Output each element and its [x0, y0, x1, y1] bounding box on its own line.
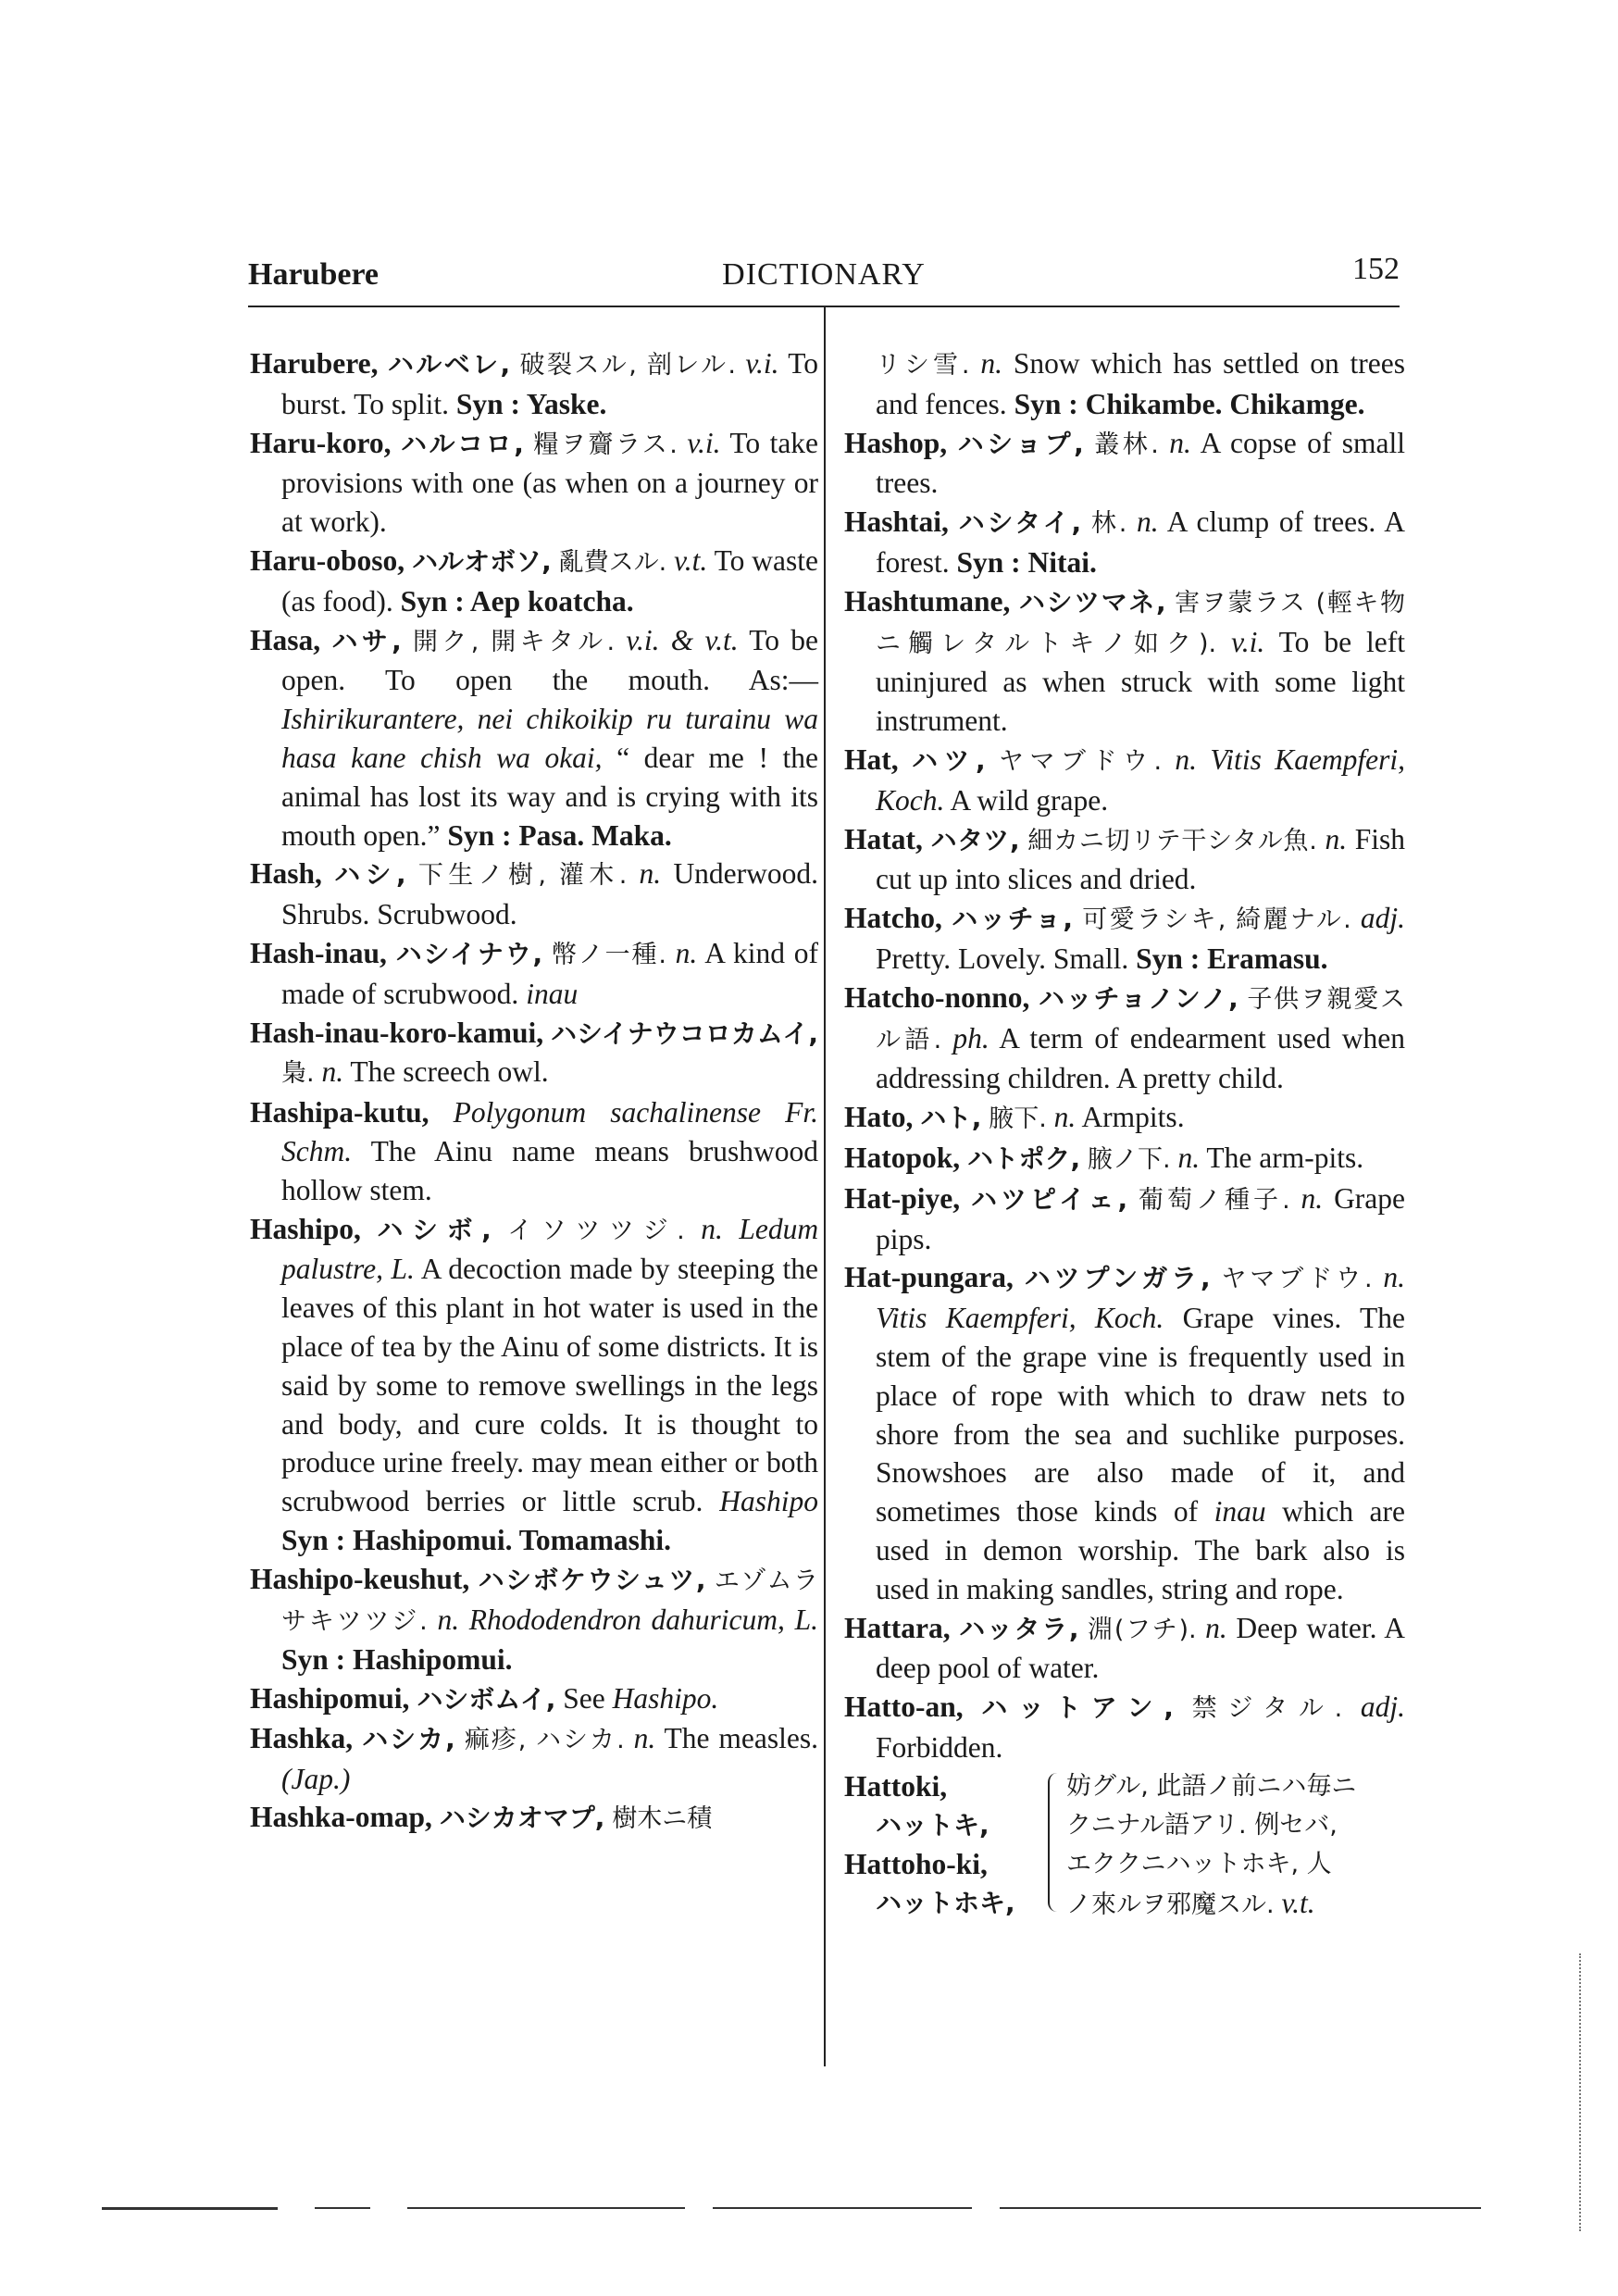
definition-text: The measles.: [664, 1721, 819, 1754]
japanese-gloss: 腋下.: [989, 1104, 1047, 1134]
part-of-speech: v.i.: [745, 347, 779, 380]
scientific-name: Polygonum sachalinense Fr. Schm.: [281, 1096, 818, 1167]
headword: Hatcho,: [844, 902, 942, 935]
part-of-speech: adj.: [1360, 902, 1406, 935]
scan-edge-line: [407, 2207, 685, 2209]
dictionary-entry: [844, 424, 1405, 504]
right-column: [844, 344, 1405, 1925]
headword: Hatopok,: [844, 1141, 961, 1174]
scientific-name: Vitis Kaempferi, Koch.: [876, 742, 1406, 817]
headword-kana: ハシボムイ,: [417, 1684, 556, 1716]
dictionary-entry: [250, 542, 818, 621]
headword-kana: ハットアン,: [981, 1692, 1174, 1724]
japanese-gloss: 林.: [1090, 509, 1127, 539]
headword: Hasa,: [250, 623, 321, 656]
part-of-speech: n.: [437, 1603, 460, 1636]
dictionary-entry: [250, 424, 818, 542]
part-of-speech: ph.: [952, 1021, 989, 1054]
headword: Hashop,: [844, 426, 948, 459]
japanese-gloss: 子供ヲ親愛スル語.: [876, 984, 1406, 1054]
running-head: [248, 252, 1400, 304]
dictionary-entry: [844, 1609, 1405, 1689]
part-of-speech: n.: [1325, 822, 1348, 855]
japanese-gloss: 腋ノ下.: [1087, 1144, 1171, 1174]
headword-kana: ハシボ,: [377, 1214, 492, 1245]
scan-edge-line: [102, 2207, 278, 2210]
headword: Harubere,: [250, 347, 379, 380]
part-of-speech: n.: [639, 857, 662, 891]
part-of-speech: v.t.: [1281, 1886, 1315, 1919]
definition-text: A decoction made by steeping the leaves of this plant in hot water is used in the place of tea by the Ainu of some districts. It is said by some to remove swellings in the legs and body, and cure colds. It is thought to produce urine freely.: [281, 1253, 818, 1479]
part-of-speech: n.: [980, 347, 1002, 380]
headword-kana: ハシイナウコロカムイ,: [551, 1017, 818, 1049]
scan-edge-line: [315, 2207, 370, 2209]
scan-edge-line: [713, 2207, 972, 2209]
synonym: Syn : Nitai.: [956, 545, 1097, 579]
definition-text: The stem of the grape vine is frequently used in place of rope with which to draw nets to shore from the sea and suchlike purposes. Snowshoes are also made of it, and sometimes those kinds of: [876, 1302, 1405, 1529]
headword: Hash-inau-koro-kamui,: [250, 1016, 544, 1049]
definition-text: Grape pips.: [876, 1181, 1406, 1255]
synonym: Syn : Chikambe. Chikamge.: [1014, 387, 1365, 420]
japanese-gloss: 葡萄ノ種子.: [1139, 1185, 1290, 1215]
definition-text: The arm-pits.: [1206, 1141, 1364, 1174]
definition-text: To be left uninjured as when struck with some light instrument.: [876, 625, 1406, 738]
italic-term: inau: [1214, 1495, 1266, 1529]
headword: Hashtumane,: [844, 584, 1011, 618]
headword-kana: ハタツ,: [930, 824, 1020, 855]
headword: Hashka,: [250, 1721, 354, 1754]
headword-kana: ハツプンガラ,: [1024, 1263, 1211, 1294]
synonym: Syn : Pasa. Maka.: [447, 818, 672, 852]
part-of-speech: n.: [1383, 1261, 1406, 1294]
headword: Hatat,: [844, 822, 923, 855]
part-of-speech: n.: [1137, 505, 1159, 539]
italic-term: Hashipo: [719, 1485, 818, 1518]
definition-text: To be open. To open the mouth. As:—: [281, 623, 819, 697]
headword-kana: ハツピイェ,: [971, 1183, 1128, 1215]
dictionary-title: DICTIONARY: [722, 257, 926, 292]
japanese-gloss: 破裂スル, 剖レル.: [519, 351, 737, 380]
italic-term: Hashipo.: [612, 1682, 719, 1716]
part-of-speech: n.: [1169, 426, 1191, 459]
italic-term: (Jap.): [281, 1762, 351, 1795]
scientific-name: Rhododendron dahuricum, L.: [468, 1603, 818, 1636]
headword: Haru-koro,: [250, 426, 392, 459]
dictionary-entry: [844, 820, 1405, 900]
scan-edge-dots: [1579, 1953, 1581, 2231]
page-number: 152: [1352, 252, 1400, 286]
headword-kana: ハルオボソ,: [412, 545, 552, 577]
headword-kana: ハシカ,: [362, 1723, 455, 1754]
dictionary-entry: [250, 1093, 818, 1209]
japanese-gloss: 梟.: [281, 1059, 315, 1089]
right-column-entries: [844, 344, 1405, 1767]
headword-kana: ハシボケウシュツ,: [478, 1564, 706, 1595]
synonym: Syn : Hashipomui.: [281, 1643, 513, 1677]
japanese-gloss: エゾムラサキツツジ.: [281, 1566, 819, 1636]
dictionary-entry: [250, 934, 818, 1014]
definition-text: may mean either or both scrubwood berries or little scrub.: [281, 1446, 818, 1518]
definition-text: “ dear me ! the animal has lost its way and is crying with its mouth open.”: [281, 741, 818, 852]
scientific-name: Vitis Kaempferi, Koch.: [876, 1302, 1164, 1335]
definition-text: A term of endearment used when addressing children. A pretty child.: [876, 1021, 1405, 1095]
headword: Haru-oboso,: [250, 543, 405, 577]
definition-text: The screech owl.: [350, 1055, 549, 1089]
synonym: Syn : Hashipomui. Tomamashi.: [281, 1523, 672, 1556]
dictionary-entry: [250, 1679, 818, 1719]
japanese-gloss: 糧ヲ齎ラス.: [533, 430, 678, 459]
japanese-gloss: エククニハットホキ, 人: [1066, 1849, 1332, 1878]
synonym: Syn : Aep koatcha.: [400, 584, 634, 618]
headword: Hash,: [250, 857, 322, 891]
japanese-gloss: 叢林.: [1094, 430, 1159, 459]
definition-text: Armpits.: [1081, 1101, 1185, 1134]
headword-kana: ハシ,: [334, 859, 406, 891]
japanese-gloss: クニナル語アリ. 例セバ,: [1066, 1810, 1338, 1840]
definition-text: Grape vines.: [1182, 1302, 1342, 1335]
part-of-speech: n.: [701, 1212, 723, 1245]
headword-kana: ハト,: [920, 1103, 982, 1134]
headword-kana: ハルコロ,: [401, 428, 524, 459]
dictionary-entry: [844, 1098, 1405, 1139]
japanese-gloss: 樹木ニ積: [612, 1804, 713, 1834]
headword: Hashtai,: [844, 505, 949, 539]
definition-text: A kind of: [704, 936, 818, 969]
dictionary-entry: [844, 1139, 1405, 1179]
definition-text: made of scrubwood.: [281, 977, 519, 1010]
headword-kana: ハルベレ,: [387, 349, 511, 380]
japanese-gloss: 幣ノ一種.: [551, 940, 666, 969]
headword: Hat,: [844, 742, 899, 776]
headword-kana: ハットキ,: [876, 1809, 989, 1841]
dictionary-entry: [250, 1560, 818, 1679]
synonym: Syn : Yaske.: [455, 387, 607, 420]
ainu-example: Ishirikurantere, nei chikoikip ru turainu wa hasa kane chish wa okai,: [281, 703, 818, 774]
left-column: [250, 344, 818, 1839]
dictionary-entry: [844, 1179, 1405, 1259]
scan-edge-line: [1000, 2207, 1481, 2209]
dictionary-entry: [250, 621, 818, 855]
japanese-gloss: 淵(フチ).: [1088, 1615, 1197, 1644]
definition-text: The Ainu name means brushwood hollow stem.: [281, 1134, 818, 1206]
definition-text: which are used in demon worship. The bark also is used in making sandles, string and rope.: [876, 1495, 1405, 1605]
part-of-speech: v.i.: [687, 426, 721, 459]
entry-hattoki: [844, 1767, 1405, 1925]
japanese-gloss: リシ雪.: [876, 351, 970, 380]
part-of-speech: n.: [1053, 1101, 1077, 1134]
japanese-gloss: ヤマブドウ.: [999, 746, 1163, 776]
scientific-name: Ledum palustre, L.: [281, 1212, 819, 1286]
japanese-gloss: 可愛ラシキ, 綺麗ナル.: [1082, 905, 1351, 935]
japanese-gloss: 亂費スル.: [558, 547, 667, 577]
dictionary-entry: [844, 503, 1405, 582]
part-of-speech: n.: [1205, 1611, 1227, 1644]
dictionary-entry: [250, 1014, 818, 1094]
japanese-gloss: 開ク, 開キタル.: [413, 627, 616, 656]
headword-kana: ハサ,: [331, 625, 402, 656]
japanese-gloss: 下生ノ樹, 灌木.: [417, 861, 628, 891]
dictionary-entry: [844, 1258, 1405, 1608]
dictionary-entry: [250, 344, 818, 424]
definition-text: Underwood. Shrubs. Scrubwood.: [281, 857, 819, 931]
headword: Hashipa-kutu,: [250, 1096, 429, 1129]
part-of-speech: v.i. & v.t.: [626, 623, 739, 656]
part-of-speech: n.: [675, 936, 698, 969]
headword: Hattoki,: [844, 1769, 948, 1803]
guide-word: Harubere: [248, 257, 380, 292]
japanese-gloss: ノ來ルヲ邪魔スル.: [1066, 1890, 1275, 1919]
definition-text: A copse of small trees.: [876, 426, 1405, 500]
definition-text: A wild grape.: [950, 783, 1109, 817]
headword-kana: ハトポク,: [967, 1142, 1081, 1174]
headword: Hatto-an,: [844, 1691, 964, 1724]
headword: Hattara,: [844, 1611, 951, 1644]
part-of-speech: v.t.: [674, 543, 708, 577]
headword: Hashipo,: [250, 1212, 361, 1245]
part-of-speech: n.: [1301, 1181, 1324, 1215]
dictionary-entry: [844, 582, 1405, 741]
dictionary-entry: [844, 741, 1405, 820]
part-of-speech: adj.: [1360, 1691, 1406, 1724]
headword-kana: ハッチョノンノ,: [1039, 982, 1238, 1014]
headword: Hato,: [844, 1101, 914, 1134]
entry-continuation: [844, 344, 1405, 424]
part-of-speech: n.: [1175, 742, 1198, 776]
part-of-speech: n.: [321, 1055, 344, 1089]
japanese-gloss: 妨グル, 此語ノ前ニハ毎ニ: [1066, 1771, 1357, 1801]
japanese-gloss: 痲疹, ハシカ.: [464, 1725, 625, 1754]
part-of-speech: n.: [1177, 1141, 1201, 1174]
japanese-gloss: 細カニ切リテ干シタル魚.: [1027, 826, 1317, 855]
definition-text: To waste (as food).: [281, 543, 819, 618]
japanese-gloss: ヤマブドウ.: [1221, 1265, 1373, 1294]
dictionary-entry: [250, 1719, 818, 1799]
definition-text: To burst. To split.: [281, 347, 819, 420]
headword: Hat-piye,: [844, 1181, 961, 1215]
headword: Hattoho-ki,: [844, 1847, 988, 1880]
japanese-gloss: 禁ジタル.: [1191, 1694, 1343, 1724]
synonym: Syn : Eramasu.: [1136, 942, 1328, 975]
definition-text: A clump of trees. A forest.: [876, 505, 1405, 579]
dictionary-entry: [844, 979, 1405, 1098]
hattoki-definition: [1066, 1767, 1407, 1923]
headword-kana: ハシイナウ,: [395, 938, 543, 969]
headword-kana: ハシタイ,: [958, 507, 1082, 539]
headword-kana: ハショプ,: [957, 428, 1084, 459]
italic-term: inau: [526, 977, 579, 1010]
headword: Hashipomui,: [250, 1682, 410, 1716]
headword-kana: ハシツマネ,: [1018, 586, 1166, 618]
headword-kana: ハシカオマプ,: [439, 1803, 605, 1834]
dictionary-entry: [250, 1210, 818, 1560]
dictionary-entry: [844, 1688, 1405, 1767]
definition-text: See: [563, 1682, 605, 1716]
headword: Hatcho-nonno,: [844, 980, 1030, 1014]
dictionary-entry: [250, 1798, 818, 1839]
dictionary-entry: [844, 899, 1405, 979]
hattoki-headwords: [844, 1767, 1048, 1923]
headword-kana: ハッチョ,: [952, 904, 1074, 935]
definition-text: Forbidden.: [876, 1730, 1003, 1764]
headword: Hashipo-keushut,: [250, 1562, 470, 1595]
headword: Hash-inau,: [250, 936, 387, 969]
headword-kana: ハツ,: [912, 744, 986, 776]
headword-kana: ハッタラ,: [959, 1613, 1079, 1644]
part-of-speech: n.: [633, 1721, 656, 1754]
definition-text: Fish cut up into slices and dried.: [876, 822, 1406, 896]
headword: Hat-pungara,: [844, 1261, 1014, 1294]
dictionary-entry: [250, 855, 818, 934]
headword-kana: ハットホキ,: [876, 1887, 1015, 1918]
headword: Hashka-omap,: [250, 1801, 432, 1834]
definition-text: Snow which has settled on trees and fences.: [876, 347, 1406, 420]
definition-text: To take provisions with one (as when on a journey or at work).: [281, 426, 819, 539]
japanese-gloss: イソツツジ.: [507, 1216, 685, 1245]
japanese-gloss: 害ヲ蒙ラス (輕キ物ニ觸レタルトキノ如ク).: [876, 588, 1406, 658]
curly-brace: [1048, 1773, 1063, 1912]
definition-text: Pretty. Lovely. Small.: [876, 942, 1129, 975]
part-of-speech: v.i.: [1231, 625, 1265, 658]
definition-text: Deep water. A deep pool of water.: [876, 1611, 1406, 1685]
column-divider: [824, 307, 826, 2066]
